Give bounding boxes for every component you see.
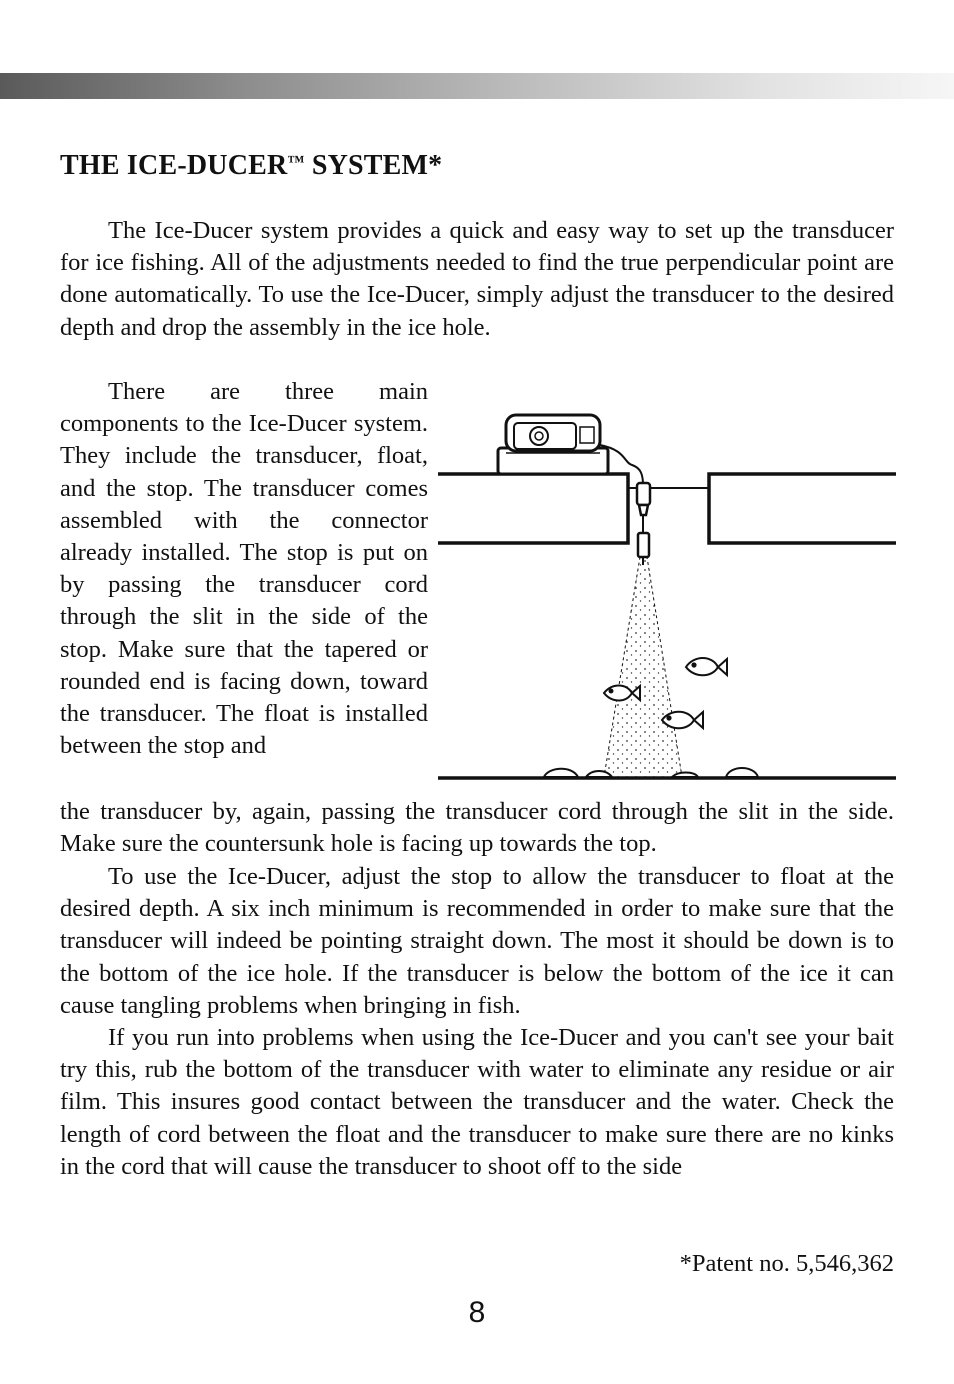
components-paragraph-part1: There are three main components to the Ice-Ducer system. They include the transducer, float, and the stop. The transducer comes assembled with the connector already installed. The stop is put on by passing the transducer cord through the slit in the side of the stop. Make sure that the tapered or rounded end is facing down, toward the transducer. The float is installed between the stop and [60, 378, 428, 760]
fish-icon [662, 712, 703, 729]
header-gradient-bar [0, 73, 954, 99]
intro-paragraph: The Ice-Ducer system provides a quick and easy way to set up the transducer for ice fishing. All of the adjustments needed to find the true perpendicular point are done automatically. To use the Ice-Ducer, simply adjust the transducer to the desired depth and drop the assembly in the ice hole. [60, 217, 894, 341]
sonar-unit-icon [498, 415, 608, 474]
components-paragraph-block [60, 376, 428, 762]
components-continuation-block [60, 796, 894, 860]
components-paragraph-part2: the transducer by, again, passing the transducer cord through the slit in the side. Make sure the countersunk hole is facing up towards the top. [60, 798, 894, 858]
section-title [60, 150, 442, 182]
intro-paragraph-block [60, 215, 894, 344]
page-number: 8 [468, 1296, 486, 1329]
fish-icon [686, 658, 727, 675]
title-main: THE ICE-DUCER [60, 150, 288, 181]
usage-paragraph: To use the Ice-Ducer, adjust the stop to allow the transducer to float at the desired depth. A six inch minimum is recommended in order to make sure that the transducer will indeed be pointing straight down. The most it should be down is to the bottom of the ice hole. If the transducer is below the bottom of the ice it can cause tangling problems when bringing in fish. [60, 863, 894, 1019]
patent-footnote: *Patent no. 5,546,362 [679, 1250, 894, 1277]
title-tail: SYSTEM* [304, 150, 443, 181]
ice-fishing-illustration [436, 405, 898, 785]
usage-paragraph-block [60, 861, 894, 1183]
trademark-symbol: ™ [287, 152, 305, 171]
troubleshooting-paragraph: If you run into problems when using the Ice-Ducer and you can't see your bait try this, rub the bottom of the transducer with water to eliminate any residue or air film. This insures good contact between the transducer and the water. Check the length of cord between the float and the transducer to make sure there are no kinks in the cord that will cause the transducer to shoot off to the side [60, 1024, 894, 1180]
ice-layer [438, 474, 896, 543]
sonar-cone [604, 557, 682, 777]
